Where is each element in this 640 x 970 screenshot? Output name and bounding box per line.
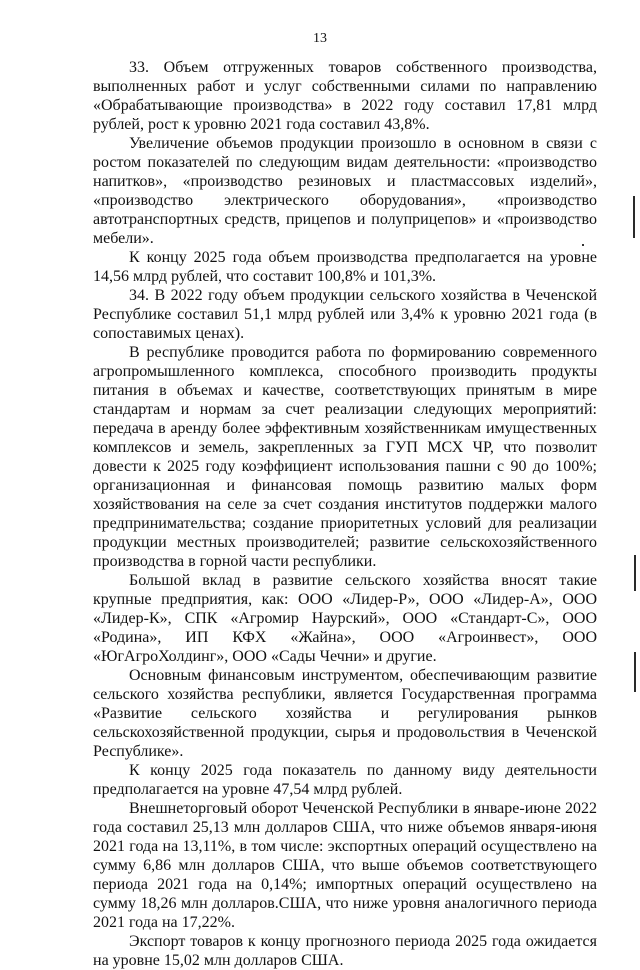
paragraph-export-forecast: Экспорт товаров к концу прогнозного периода 2025 года ожидается на уровне 15,02 млн долларов США. [93,933,597,969]
paragraph-agro-complex: В республике проводится работа по формированию современного агропромышленного комплекса, способного производить продукты питания в объемах и качестве, соответствующих принятым в мире стандартам и нормам за счет реализации следующих мероприятий: передача в аренду более эффективным хозяйственникам имущественных комплексов и земель, закрепленных за ГУП МСХ ЧР, что позволит довести к 2025 году коэффициент использования пашни с 90 до 100%; организационная и финансовая помощь развитию малых форм хозяйствования на селе за счет создания институтов поддержки малого предпринимательства; создание приоритетных условий для реализации продукции местных производителей; развитие сельскохозяйственного производства в горной части республики. [93,344,597,570]
paragraph-foreign-trade: Внешнеторговый оборот Чеченской Республики в январе-июне 2022 года составил 25,13 млн долларов США, что ниже объемов января-июня 2021 года на 13,11%, в том числе: экспортных операций осуществлено на сумму 6,86 млн долларов США, что выше объемов соответствующего периода 2021 года на 0,14%; импортных операций осуществлено на сумму 18,26 млн долларов.США, что ниже уровня аналогичного периода 2021 года на 17,22%. [93,800,597,931]
paragraph-production-growth: Увеличение объемов продукции произошло в основном в связи с ростом показателей по следующим видам деятельности: «производство напитков», «производство резиновых и пластмассовых изделий», «производство электрического оборудования», «производство автотранспортных средств, прицепов и полуприцепов» и «производство мебели». [93,135,597,247]
paragraph-agriculture-forecast: К концу 2025 года показатель по данному виду деятельности предполагается на уровне 47,54 млрд рублей. [93,762,597,798]
paragraph-manufacturing-volume: 33. Объем отгруженных товаров собственного производства, выполненных работ и услуг собственными силами по направлению «Обрабатывающие производства» в 2022 году составил 17,81 млрд рублей, рост к уровню 2021 года составил 43,8%. [93,59,597,133]
paragraph-manufacturing-forecast: К концу 2025 года объем производства предполагается на уровне 14,56 млрд рублей, что составит 100,8% и 101,3%. [93,249,597,285]
scan-edge-mark [633,196,635,238]
scan-speck [582,244,584,246]
page-number: 13 [313,31,327,46]
scan-edge-mark [634,652,636,692]
document-body [93,58,597,970]
scan-edge-mark [634,555,636,591]
paragraph-agriculture-volume: 34. В 2022 году объем продукции сельского хозяйства в Чеченской Республике составил 51,1 млрд рублей или 3,4% к уровню 2021 года (в сопоставимых ценах). [93,287,597,342]
paragraph-state-program: Основным финансовым инструментом, обеспечивающим развитие сельского хозяйства республики, является Государственная программа «Развитие сельского хозяйства и регулирования рынков сельскохозяйственной продукции, сырья и продовольствия в Чеченской Республике». [93,667,597,760]
paragraph-major-enterprises: Большой вклад в развитие сельского хозяйства вносят такие крупные предприятия, как: ООО «Лидер-Р», ООО «Лидер-А», ООО «Лидер-К», СПК «Агромир Наурский», ООО «Стандарт-С», ООО «Родина», ИП КФХ «Жайна», ООО «Агроинвест», ООО «ЮгАгроХолдинг», ООО «Сады Чечни» и другие. [93,572,597,665]
